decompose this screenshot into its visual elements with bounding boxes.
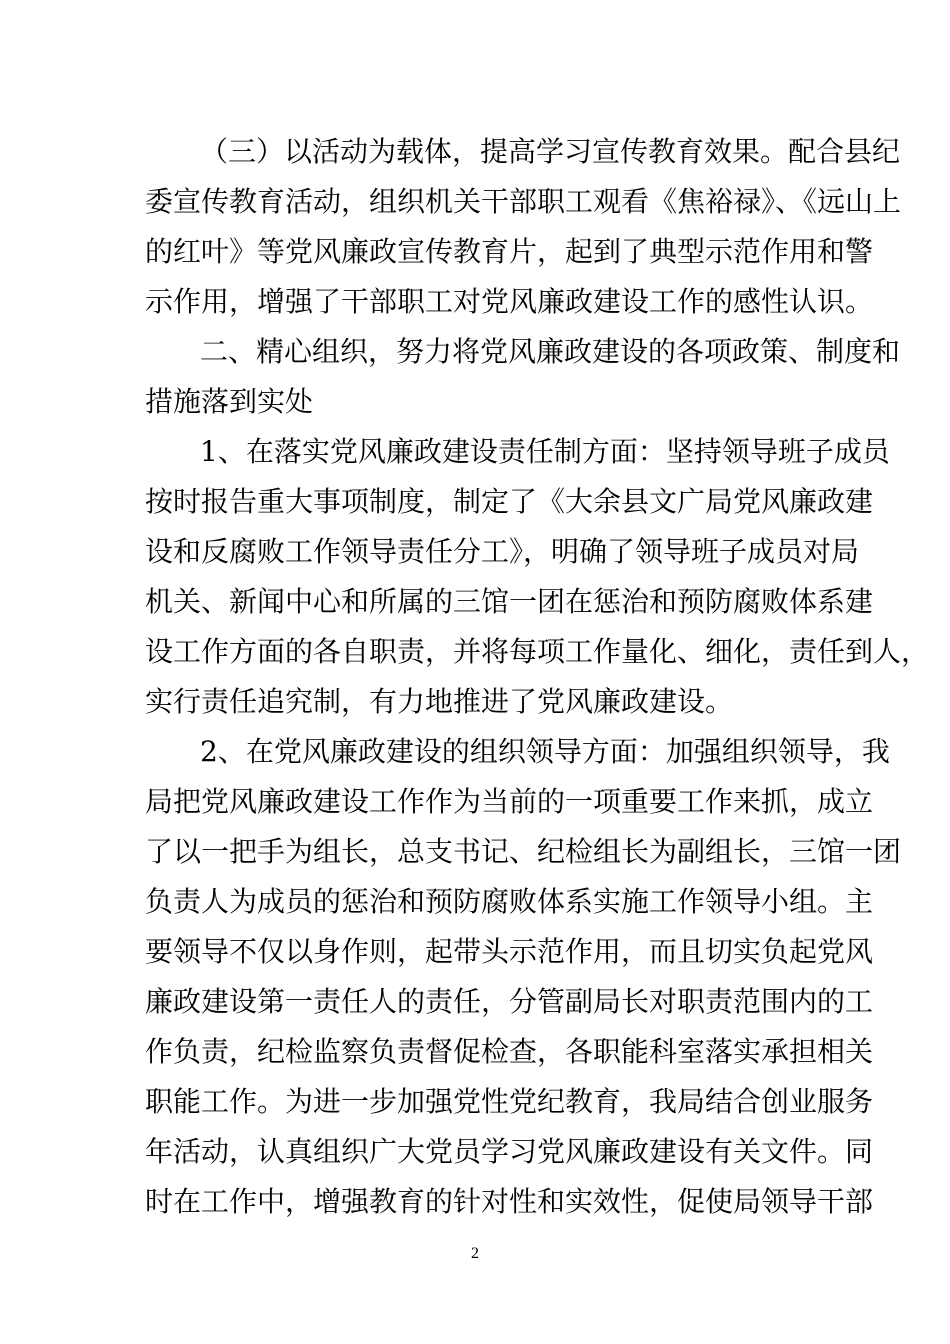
section-heading-line: 二、精心组织，努力将党风廉政建设的各项政策、制度和 [200,335,901,368]
paragraph-line: 时在工作中，增强教育的针对性和实效性，促使局领导干部 [145,1185,874,1218]
paragraph-line: 职能工作。为进一步加强党性党纪教育，我局结合创业服务 [145,1085,874,1118]
paragraph-line: 作负责，纪检监察负责督促检查，各职能科室落实承担相关 [145,1035,874,1068]
section-heading-line: 措施落到实处 [145,385,314,418]
paragraph-line: 了以一把手为组长，总支书记、纪检组长为副组长，三馆一团 [145,835,902,868]
paragraph-line: （三）以活动为载体，提高学习宣传教育效果。配合县纪 [200,135,901,168]
paragraph-line: 2、在党风廉政建设的组织领导方面：加强组织领导，我 [200,735,890,768]
paragraph-line: 设工作方面的各自职责，并将每项工作量化、细化，责任到人， [145,635,930,668]
page-number: 2 [471,1245,479,1262]
paragraph-line: 负责人为成员的惩治和预防腐败体系实施工作领导小组。主 [145,885,874,918]
paragraph-line: 实行责任追究制，有力地推进了党风廉政建设。 [145,685,734,718]
paragraph-line: 委宣传教育活动，组织机关干部职工观看《焦裕禄》、《远山上 [145,185,902,218]
paragraph-line: 设和反腐败工作领导责任分工》，明确了领导班子成员对局 [145,535,860,568]
paragraph-line: 示作用，增强了干部职工对党风廉政建设工作的感性认识。 [145,285,874,318]
paragraph-line: 机关、新闻中心和所属的三馆一团在惩治和预防腐败体系建 [145,585,874,618]
paragraph-line: 局把党风廉政建设工作作为当前的一项重要工作来抓，成立 [145,785,874,818]
paragraph-line: 1、在落实党风廉政建设责任制方面：坚持领导班子成员 [200,435,890,468]
paragraph-line: 按时报告重大事项制度，制定了《大余县文广局党风廉政建 [145,485,874,518]
paragraph-line: 要领导不仅以身作则，起带头示范作用，而且切实负起党风 [145,935,874,968]
paragraph-line: 廉政建设第一责任人的责任，分管副局长对职责范围内的工 [145,985,874,1018]
paragraph-line: 年活动，认真组织广大党员学习党风廉政建设有关文件。同 [145,1135,874,1168]
paragraph-line: 的红叶》等党风廉政宣传教育片，起到了典型示范作用和警 [145,235,874,268]
